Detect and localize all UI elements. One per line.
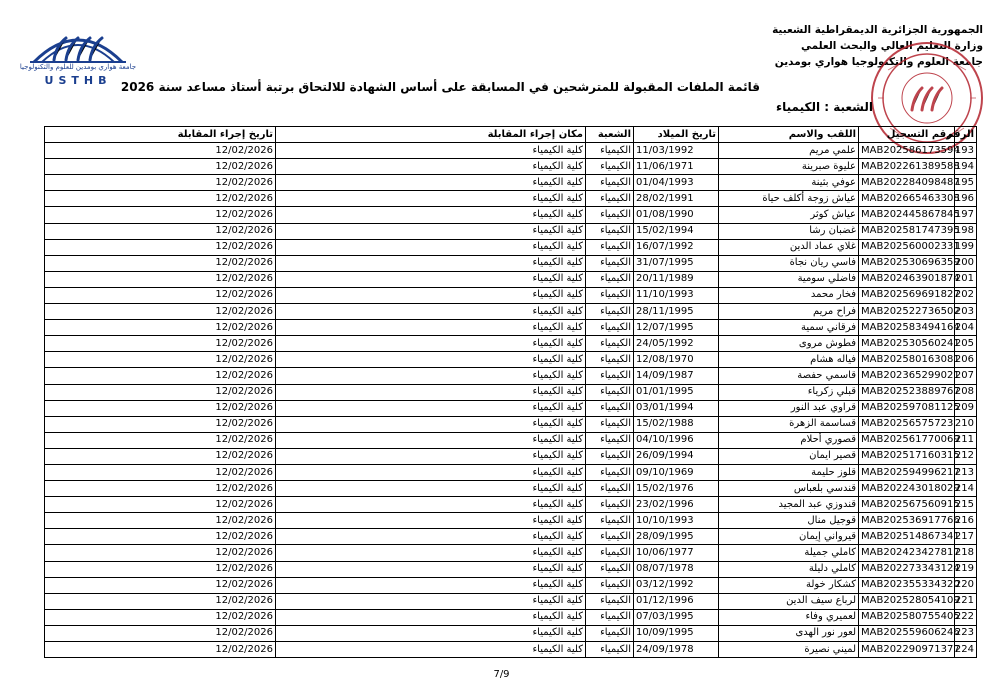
cell-place: كلية الكيمياء xyxy=(276,593,586,609)
cell-branch: الكيمياء xyxy=(586,352,634,368)
cell-place: كلية الكيمياء xyxy=(276,159,586,175)
cell-birth-date: 07/03/1995 xyxy=(634,609,719,625)
table-row xyxy=(45,143,977,159)
table-row xyxy=(45,625,977,641)
logo-emblem-icon xyxy=(14,24,142,64)
table-row xyxy=(45,416,977,432)
cell-place: كلية الكيمياء xyxy=(276,239,586,255)
cell-place: كلية الكيمياء xyxy=(276,336,586,352)
cell-place: كلية الكيمياء xyxy=(276,625,586,641)
cell-birth-date: 03/01/1994 xyxy=(634,400,719,416)
cell-registration: MAB202586173594 xyxy=(859,143,955,159)
cell-registration: MAB202530560241 xyxy=(859,336,955,352)
cell-birth-date: 31/07/1995 xyxy=(634,255,719,271)
cell-interview-date: 12/02/2026 xyxy=(45,255,276,271)
cell-name: فخار محمد xyxy=(719,287,859,303)
cell-name: قوجيل منال xyxy=(719,513,859,529)
cell-interview-date: 12/02/2026 xyxy=(45,336,276,352)
cell-registration: MAB202463901874 xyxy=(859,271,955,287)
table-row xyxy=(45,529,977,545)
cell-interview-date: 12/02/2026 xyxy=(45,207,276,223)
cell-name: علمي مريم xyxy=(719,143,859,159)
cell-birth-date: 08/07/1978 xyxy=(634,561,719,577)
cell-interview-date: 12/02/2026 xyxy=(45,175,276,191)
cell-name: قراوي عبد النور xyxy=(719,400,859,416)
table-row xyxy=(45,545,977,561)
cell-registration: MAB202290971377 xyxy=(859,642,955,658)
cell-branch: الكيمياء xyxy=(586,159,634,175)
cell-number: 193 xyxy=(955,143,977,159)
cell-name: كشكار خولة xyxy=(719,577,859,593)
table-row xyxy=(45,207,977,223)
cell-number: 209 xyxy=(955,400,977,416)
cell-place: كلية الكيمياء xyxy=(276,609,586,625)
table-row xyxy=(45,577,977,593)
cell-birth-date: 10/10/1993 xyxy=(634,513,719,529)
col-header-code: رقم التسجيل xyxy=(859,127,955,143)
table-row xyxy=(45,191,977,207)
cell-place: كلية الكيمياء xyxy=(276,384,586,400)
cell-branch: الكيمياء xyxy=(586,497,634,513)
cell-number: 195 xyxy=(955,175,977,191)
cell-branch: الكيمياء xyxy=(586,320,634,336)
cell-birth-date: 11/06/1971 xyxy=(634,159,719,175)
page-number: 7/9 xyxy=(493,669,510,680)
cell-number: 194 xyxy=(955,159,977,175)
cell-registration: MAB202355334320 xyxy=(859,577,955,593)
cell-place: كلية الكيمياء xyxy=(276,513,586,529)
cell-branch: الكيمياء xyxy=(586,400,634,416)
cell-number: 200 xyxy=(955,255,977,271)
cell-interview-date: 12/02/2026 xyxy=(45,464,276,480)
cell-registration: MAB202561770069 xyxy=(859,432,955,448)
cell-interview-date: 12/02/2026 xyxy=(45,625,276,641)
cell-name: فراح مريم xyxy=(719,304,859,320)
cell-branch: الكيمياء xyxy=(586,175,634,191)
cell-name: فاضلي سومية xyxy=(719,271,859,287)
cell-registration: MAB202522736502 xyxy=(859,304,955,320)
cell-birth-date: 15/02/1988 xyxy=(634,416,719,432)
cell-interview-date: 12/02/2026 xyxy=(45,400,276,416)
col-header-branch: الشعبة xyxy=(586,127,634,143)
cell-interview-date: 12/02/2026 xyxy=(45,239,276,255)
branch-label: الشعبة : الكيمياء xyxy=(775,100,873,114)
cell-interview-date: 12/02/2026 xyxy=(45,577,276,593)
cell-name: قصوري أحلام xyxy=(719,432,859,448)
cell-interview-date: 12/02/2026 xyxy=(45,432,276,448)
cell-birth-date: 24/05/1992 xyxy=(634,336,719,352)
table-row xyxy=(45,400,977,416)
cell-number: 218 xyxy=(955,545,977,561)
cell-interview-date: 12/02/2026 xyxy=(45,368,276,384)
col-header-interview-date: تاريخ إجراء المقابلة xyxy=(45,127,276,143)
cell-birth-date: 01/08/1990 xyxy=(634,207,719,223)
col-header-num: الرقم xyxy=(955,127,977,143)
header-university: جامعة العلوم والتكنولوجيا هواري بومدين xyxy=(774,56,983,68)
cell-branch: الكيمياء xyxy=(586,642,634,658)
cell-registration: MAB202560002331 xyxy=(859,239,955,255)
cell-registration: MAB202559606246 xyxy=(859,625,955,641)
cell-place: كلية الكيمياء xyxy=(276,497,586,513)
table-row xyxy=(45,642,977,658)
cell-number: 211 xyxy=(955,432,977,448)
cell-interview-date: 12/02/2026 xyxy=(45,497,276,513)
table-row xyxy=(45,352,977,368)
cell-number: 205 xyxy=(955,336,977,352)
cell-interview-date: 12/02/2026 xyxy=(45,304,276,320)
cell-name: لرباع سيف الدين xyxy=(719,593,859,609)
cell-number: 216 xyxy=(955,513,977,529)
cell-name: فرقاني سمية xyxy=(719,320,859,336)
cell-interview-date: 12/02/2026 xyxy=(45,320,276,336)
cell-place: كلية الكيمياء xyxy=(276,545,586,561)
cell-place: كلية الكيمياء xyxy=(276,287,586,303)
cell-registration: MAB202261389588 xyxy=(859,159,955,175)
cell-birth-date: 01/01/1995 xyxy=(634,384,719,400)
cell-birth-date: 11/10/1993 xyxy=(634,287,719,303)
cell-birth-date: 15/02/1976 xyxy=(634,481,719,497)
cell-name: لعميري وفاء xyxy=(719,609,859,625)
cell-place: كلية الكيمياء xyxy=(276,577,586,593)
cell-place: كلية الكيمياء xyxy=(276,561,586,577)
cell-registration: MAB202581747395 xyxy=(859,223,955,239)
col-header-name: اللقب والاسم xyxy=(719,127,859,143)
cell-registration: MAB202536917766 xyxy=(859,513,955,529)
cell-name: كاملي دليلة xyxy=(719,561,859,577)
cell-name: عياش كوثر xyxy=(719,207,859,223)
cell-number: 198 xyxy=(955,223,977,239)
document-title: قائمة الملفات المقبولة للمترشحين في المسابقة على أساس الشهادة للالتحاق برتبة أستاذ مساعد سنة 2026 xyxy=(120,80,760,94)
cell-registration: MAB202580163081 xyxy=(859,352,955,368)
cell-registration: MAB20256575723 xyxy=(859,416,955,432)
cell-birth-date: 01/12/1996 xyxy=(634,593,719,609)
cell-number: 217 xyxy=(955,529,977,545)
cell-interview-date: 12/02/2026 xyxy=(45,159,276,175)
table-row xyxy=(45,448,977,464)
table-row xyxy=(45,384,977,400)
cell-place: كلية الكيمياء xyxy=(276,642,586,658)
cell-birth-date: 24/09/1978 xyxy=(634,642,719,658)
col-header-place: مكان إجراء المقابلة xyxy=(276,127,586,143)
cell-number: 221 xyxy=(955,593,977,609)
cell-name: عوفي بثينة xyxy=(719,175,859,191)
table-row xyxy=(45,609,977,625)
cell-birth-date: 28/11/1995 xyxy=(634,304,719,320)
cell-birth-date: 12/07/1995 xyxy=(634,320,719,336)
cell-branch: الكيمياء xyxy=(586,191,634,207)
cell-number: 214 xyxy=(955,481,977,497)
cell-interview-date: 12/02/2026 xyxy=(45,593,276,609)
cell-name: قساسمة الزهرة xyxy=(719,416,859,432)
table-row xyxy=(45,464,977,480)
table-row xyxy=(45,320,977,336)
cell-branch: الكيمياء xyxy=(586,368,634,384)
cell-interview-date: 12/02/2026 xyxy=(45,642,276,658)
cell-registration: MAB202528054109 xyxy=(859,593,955,609)
cell-interview-date: 12/02/2026 xyxy=(45,416,276,432)
cell-number: 196 xyxy=(955,191,977,207)
cell-interview-date: 12/02/2026 xyxy=(45,481,276,497)
cell-branch: الكيمياء xyxy=(586,207,634,223)
cell-registration: MAB202580755405 xyxy=(859,609,955,625)
cell-branch: الكيمياء xyxy=(586,223,634,239)
cell-branch: الكيمياء xyxy=(586,239,634,255)
cell-number: 206 xyxy=(955,352,977,368)
table-row xyxy=(45,368,977,384)
cell-number: 219 xyxy=(955,561,977,577)
cell-birth-date: 26/09/1994 xyxy=(634,448,719,464)
cell-number: 213 xyxy=(955,464,977,480)
cell-name: عياش زوجة أكلف حياة xyxy=(719,191,859,207)
cell-place: كلية الكيمياء xyxy=(276,368,586,384)
col-header-birth: تاريخ الميلاد xyxy=(634,127,719,143)
table-row xyxy=(45,513,977,529)
cell-registration: MAB202530696359 xyxy=(859,255,955,271)
cell-number: 197 xyxy=(955,207,977,223)
cell-branch: الكيمياء xyxy=(586,304,634,320)
cell-place: كلية الكيمياء xyxy=(276,416,586,432)
cell-registration: MAB202523889767 xyxy=(859,384,955,400)
cell-name: قندوزي عبد المجيد xyxy=(719,497,859,513)
cell-birth-date: 10/09/1995 xyxy=(634,625,719,641)
candidates-table xyxy=(44,126,977,658)
cell-birth-date: 12/08/1970 xyxy=(634,352,719,368)
cell-interview-date: 12/02/2026 xyxy=(45,223,276,239)
cell-registration: MAB202594996217 xyxy=(859,464,955,480)
logo-latin-text: USTHB xyxy=(44,74,112,87)
cell-number: 220 xyxy=(955,577,977,593)
cell-branch: الكيمياء xyxy=(586,609,634,625)
cell-number: 203 xyxy=(955,304,977,320)
cell-birth-date: 01/04/1993 xyxy=(634,175,719,191)
cell-place: كلية الكيمياء xyxy=(276,448,586,464)
cell-birth-date: 16/07/1992 xyxy=(634,239,719,255)
logo-arabic-text: جامعة هواري بومدين للعلوم والتكنولوجيا xyxy=(19,63,137,71)
cell-name: قاسمي حفصة xyxy=(719,368,859,384)
cell-name: قبلي زكرياء xyxy=(719,384,859,400)
cell-branch: الكيمياء xyxy=(586,481,634,497)
cell-branch: الكيمياء xyxy=(586,384,634,400)
cell-place: كلية الكيمياء xyxy=(276,481,586,497)
cell-birth-date: 14/09/1987 xyxy=(634,368,719,384)
cell-birth-date: 15/02/1994 xyxy=(634,223,719,239)
table-row xyxy=(45,593,977,609)
cell-number: 223 xyxy=(955,625,977,641)
cell-interview-date: 12/02/2026 xyxy=(45,529,276,545)
table-row xyxy=(45,304,977,320)
table-row xyxy=(45,175,977,191)
cell-birth-date: 10/06/1977 xyxy=(634,545,719,561)
cell-interview-date: 12/02/2026 xyxy=(45,561,276,577)
cell-branch: الكيمياء xyxy=(586,432,634,448)
cell-name: غضبان رشا xyxy=(719,223,859,239)
cell-interview-date: 12/02/2026 xyxy=(45,545,276,561)
cell-number: 210 xyxy=(955,416,977,432)
header-ministry: وزارة التعليم العالي والبحث العلمي xyxy=(800,40,983,52)
cell-number: 202 xyxy=(955,287,977,303)
cell-branch: الكيمياء xyxy=(586,593,634,609)
cell-branch: الكيمياء xyxy=(586,255,634,271)
cell-name: لميني نصيرة xyxy=(719,642,859,658)
table-header-row xyxy=(45,127,977,143)
cell-name: كاملي جميلة xyxy=(719,545,859,561)
header-republic: الجمهورية الجزائرية الديمقراطية الشعبية xyxy=(772,24,983,36)
table-row xyxy=(45,497,977,513)
cell-branch: الكيمياء xyxy=(586,561,634,577)
cell-birth-date: 03/12/1992 xyxy=(634,577,719,593)
cell-branch: الكيمياء xyxy=(586,287,634,303)
cell-branch: الكيمياء xyxy=(586,577,634,593)
cell-branch: الكيمياء xyxy=(586,464,634,480)
cell-interview-date: 12/02/2026 xyxy=(45,191,276,207)
cell-place: كلية الكيمياء xyxy=(276,432,586,448)
cell-registration: MAB202445867845 xyxy=(859,207,955,223)
cell-place: كلية الكيمياء xyxy=(276,271,586,287)
cell-branch: الكيمياء xyxy=(586,143,634,159)
cell-birth-date: 11/03/1992 xyxy=(634,143,719,159)
cell-place: كلية الكيمياء xyxy=(276,352,586,368)
cell-interview-date: 12/02/2026 xyxy=(45,513,276,529)
table-row xyxy=(45,271,977,287)
table-row xyxy=(45,287,977,303)
cell-name: عليوة صبرينة xyxy=(719,159,859,175)
cell-registration: MAB202273343124 xyxy=(859,561,955,577)
cell-name: قندسي بلعباس xyxy=(719,481,859,497)
cell-number: 201 xyxy=(955,271,977,287)
table-row xyxy=(45,239,977,255)
cell-interview-date: 12/02/2026 xyxy=(45,143,276,159)
cell-place: كلية الكيمياء xyxy=(276,320,586,336)
cell-registration: MAB202569691827 xyxy=(859,287,955,303)
cell-name: فياله هشام xyxy=(719,352,859,368)
table-row xyxy=(45,336,977,352)
cell-place: كلية الكيمياء xyxy=(276,304,586,320)
cell-birth-date: 23/02/1996 xyxy=(634,497,719,513)
cell-name: لعور نور الهدى xyxy=(719,625,859,641)
table-row xyxy=(45,255,977,271)
cell-registration: MAB202583494164 xyxy=(859,320,955,336)
cell-name: فاسي ريان نجاة xyxy=(719,255,859,271)
cell-interview-date: 12/02/2026 xyxy=(45,287,276,303)
cell-registration: MAB202514867341 xyxy=(859,529,955,545)
cell-place: كلية الكيمياء xyxy=(276,191,586,207)
cell-interview-date: 12/02/2026 xyxy=(45,384,276,400)
cell-interview-date: 12/02/2026 xyxy=(45,609,276,625)
cell-number: 212 xyxy=(955,448,977,464)
cell-number: 199 xyxy=(955,239,977,255)
cell-registration: MAB202665463308 xyxy=(859,191,955,207)
table-row xyxy=(45,432,977,448)
cell-number: 222 xyxy=(955,609,977,625)
cell-place: كلية الكيمياء xyxy=(276,207,586,223)
cell-number: 207 xyxy=(955,368,977,384)
cell-name: غلاي عماد الدين xyxy=(719,239,859,255)
table-row xyxy=(45,223,977,239)
cell-branch: الكيمياء xyxy=(586,545,634,561)
cell-branch: الكيمياء xyxy=(586,529,634,545)
cell-birth-date: 20/11/1989 xyxy=(634,271,719,287)
cell-interview-date: 12/02/2026 xyxy=(45,448,276,464)
cell-number: 204 xyxy=(955,320,977,336)
table-row xyxy=(45,561,977,577)
cell-registration: MAB202597081125 xyxy=(859,400,955,416)
cell-birth-date: 28/02/1991 xyxy=(634,191,719,207)
cell-registration: MAB202567560915 xyxy=(859,497,955,513)
cell-birth-date: 04/10/1996 xyxy=(634,432,719,448)
cell-interview-date: 12/02/2026 xyxy=(45,271,276,287)
cell-place: كلية الكيمياء xyxy=(276,175,586,191)
cell-number: 215 xyxy=(955,497,977,513)
cell-branch: الكيمياء xyxy=(586,271,634,287)
cell-branch: الكيمياء xyxy=(586,513,634,529)
cell-place: كلية الكيمياء xyxy=(276,255,586,271)
cell-name: فطوش مروى xyxy=(719,336,859,352)
cell-branch: الكيمياء xyxy=(586,448,634,464)
cell-registration: MAB202517160315 xyxy=(859,448,955,464)
cell-branch: الكيمياء xyxy=(586,416,634,432)
cell-place: كلية الكيمياء xyxy=(276,400,586,416)
table-row xyxy=(45,159,977,175)
cell-branch: الكيمياء xyxy=(586,336,634,352)
cell-name: قيرواني إيمان xyxy=(719,529,859,545)
cell-registration: MAB202365299021 xyxy=(859,368,955,384)
cell-name: قصير ايمان xyxy=(719,448,859,464)
cell-registration: MAB202243018029 xyxy=(859,481,955,497)
cell-number: 208 xyxy=(955,384,977,400)
cell-birth-date: 09/10/1969 xyxy=(634,464,719,480)
cell-place: كلية الكيمياء xyxy=(276,143,586,159)
cell-interview-date: 12/02/2026 xyxy=(45,352,276,368)
cell-place: كلية الكيمياء xyxy=(276,464,586,480)
cell-place: كلية الكيمياء xyxy=(276,529,586,545)
cell-number: 224 xyxy=(955,642,977,658)
cell-registration: MAB202284098487 xyxy=(859,175,955,191)
cell-registration: MAB202423427817 xyxy=(859,545,955,561)
table-row xyxy=(45,481,977,497)
cell-place: كلية الكيمياء xyxy=(276,223,586,239)
cell-name: قلوز حليمة xyxy=(719,464,859,480)
cell-birth-date: 28/09/1995 xyxy=(634,529,719,545)
cell-branch: الكيمياء xyxy=(586,625,634,641)
